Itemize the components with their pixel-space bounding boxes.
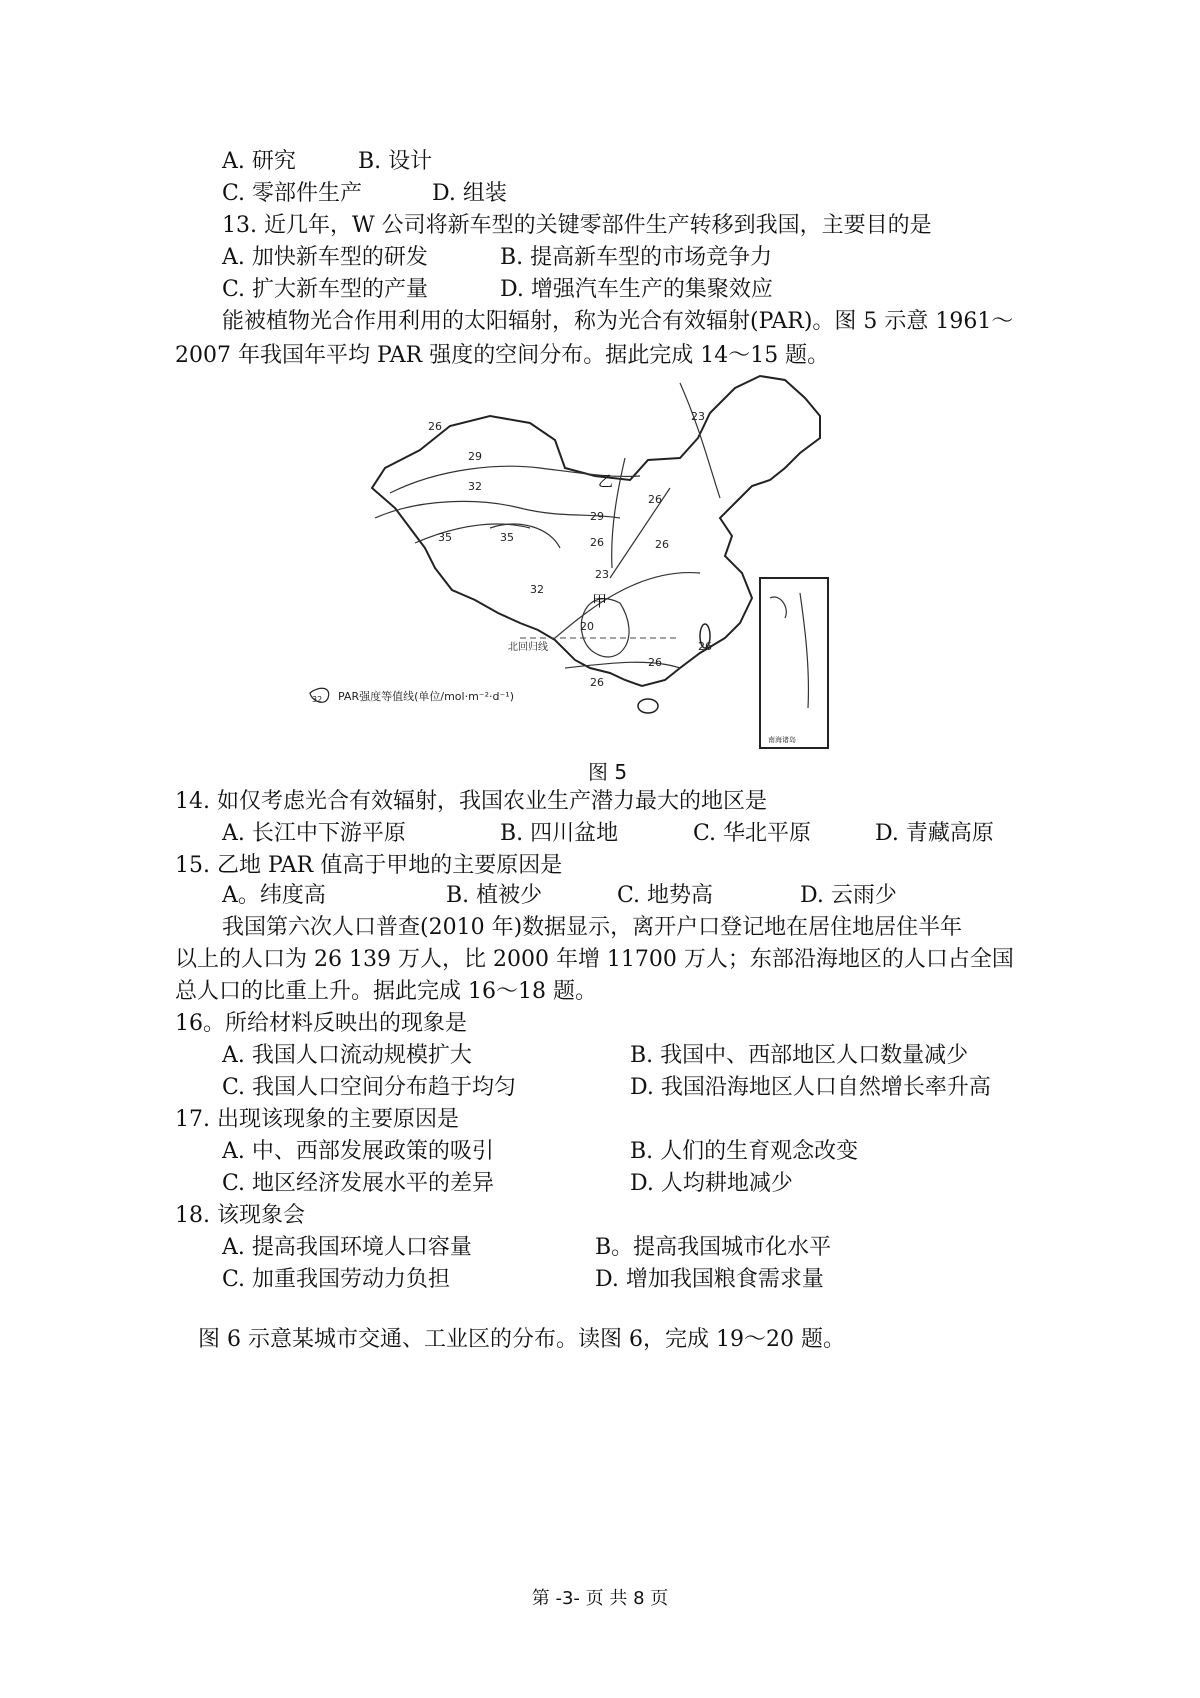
isoline-23-south: [555, 573, 700, 638]
inset-coast: [770, 593, 808, 708]
q16-option-a: A. 我国人口流动规模扩大: [222, 1043, 472, 1068]
q16-stem: 16。所给材料反映出的现象是: [175, 1011, 467, 1036]
label-26-c: 26: [590, 536, 604, 549]
q18-stem: 18. 该现象会: [175, 1203, 305, 1228]
isoline-29-north: [612, 458, 625, 568]
label-35-c: 35: [500, 531, 514, 544]
q14-option-a: A. 长江中下游平原: [222, 821, 406, 846]
isoline-23-north: [680, 383, 720, 498]
inset-label: 南海诸岛: [768, 736, 796, 744]
label-20: 20: [580, 620, 594, 633]
label-32-sw: 32: [530, 583, 544, 596]
q12-option-d: D. 组装: [432, 181, 507, 206]
intro16-line3: 总人口的比重上升。据此完成 16～18 题。: [175, 979, 597, 1004]
q13-option-d: D. 增强汽车生产的集聚效应: [500, 277, 773, 302]
label-26-ne: 26: [648, 493, 662, 506]
q15-option-a: A。纬度高: [222, 883, 326, 908]
q15-option-c: C. 地势高: [617, 883, 714, 908]
legend-text: PAR强度等值线(单位/mol·m⁻²·d⁻¹): [338, 690, 515, 703]
label-26-tw: 26: [698, 640, 712, 653]
q16-option-c: C. 我国人口空间分布趋于均匀: [222, 1075, 517, 1100]
q15-option-d: D. 云雨少: [800, 883, 897, 908]
legend-icon-value: 32: [312, 695, 323, 704]
q12-option-c: C. 零部件生产: [222, 181, 363, 206]
q14-option-b: B. 四川盆地: [500, 821, 619, 846]
q13-option-a: A. 加快新车型的研发: [222, 245, 428, 270]
label-32: 32: [468, 480, 482, 493]
figure5-map: [312, 368, 920, 758]
label-26-s: 26: [648, 656, 662, 669]
intro14-line1: 能被植物光合作用利用的太阳辐射，称为光合有效辐射(PAR)。图 5 示意 1961～: [222, 309, 1014, 334]
q18-option-d: D. 增加我国粮食需求量: [595, 1267, 824, 1292]
label-26-hn: 26: [590, 676, 604, 689]
q17-option-c: C. 地区经济发展水平的差异: [222, 1171, 495, 1196]
q17-stem: 17. 出现该现象的主要原因是: [175, 1107, 459, 1132]
q16-option-d: D. 我国沿海地区人口自然增长率升高: [630, 1075, 991, 1100]
page-footer: 第 -3- 页 共 8 页: [531, 1588, 669, 1609]
place-jia: 甲: [592, 592, 608, 610]
q17-option-b: B. 人们的生育观念改变: [630, 1139, 859, 1164]
q17-option-a: A. 中、西部发展政策的吸引: [222, 1139, 494, 1164]
place-yi: 乙: [598, 472, 614, 490]
q15-option-b: B. 植被少: [446, 883, 543, 908]
label-29: 29: [468, 450, 482, 463]
intro19: 图 6 示意某城市交通、工业区的分布。读图 6，完成 19～20 题。: [198, 1327, 845, 1352]
q17-option-d: D. 人均耕地减少: [630, 1171, 793, 1196]
label-29-n: 29: [590, 510, 604, 523]
label-35-w: 35: [438, 531, 452, 544]
q18-option-c: C. 加重我国劳动力负担: [222, 1267, 451, 1292]
q14-option-d: D. 青藏高原: [875, 821, 994, 846]
intro16-line2: 以上的人口为 26 139 万人，比 2000 年增 11700 万人；东部沿海地区的人口占全国: [175, 947, 1014, 972]
inset-box: [760, 578, 828, 748]
q18-option-a: A. 提高我国环境人口容量: [222, 1235, 472, 1260]
label-23-ne: 23: [691, 410, 705, 423]
q18-option-b: B。提高我国城市化水平: [595, 1235, 832, 1260]
q14-stem: 14. 如仅考虑光合有效辐射，我国农业生产潜力最大的地区是: [175, 789, 767, 814]
q12-option-b: B. 设计: [358, 149, 433, 174]
intro14-line2: 2007 年我国年平均 PAR 强度的空间分布。据此完成 14～15 题。: [175, 343, 830, 368]
tropic-label: 北回归线: [508, 642, 548, 653]
q15-stem: 15. 乙地 PAR 值高于甲地的主要原因是: [175, 853, 563, 878]
q13-option-b: B. 提高新车型的市场竞争力: [500, 245, 773, 270]
q14-option-c: C. 华北平原: [693, 821, 812, 846]
q12-option-a: A. 研究: [222, 149, 296, 174]
label-23-c: 23: [595, 568, 609, 581]
figure5-caption: 图 5: [588, 760, 628, 784]
intro16-line1: 我国第六次人口普查(2010 年)数据显示，离开户口登记地在居住地居住半年: [222, 915, 963, 940]
label-26-nw: 26: [428, 420, 442, 433]
q13-stem: 13. 近几年，W 公司将新车型的关键零部件生产转移到我国，主要目的是: [222, 213, 932, 238]
q13-option-c: C. 扩大新车型的产量: [222, 277, 429, 302]
isoline-32: [375, 501, 620, 518]
hainan-island: [638, 699, 658, 713]
q16-option-b: B. 我国中、西部地区人口数量减少: [630, 1043, 969, 1068]
label-26-e: 26: [655, 538, 669, 551]
